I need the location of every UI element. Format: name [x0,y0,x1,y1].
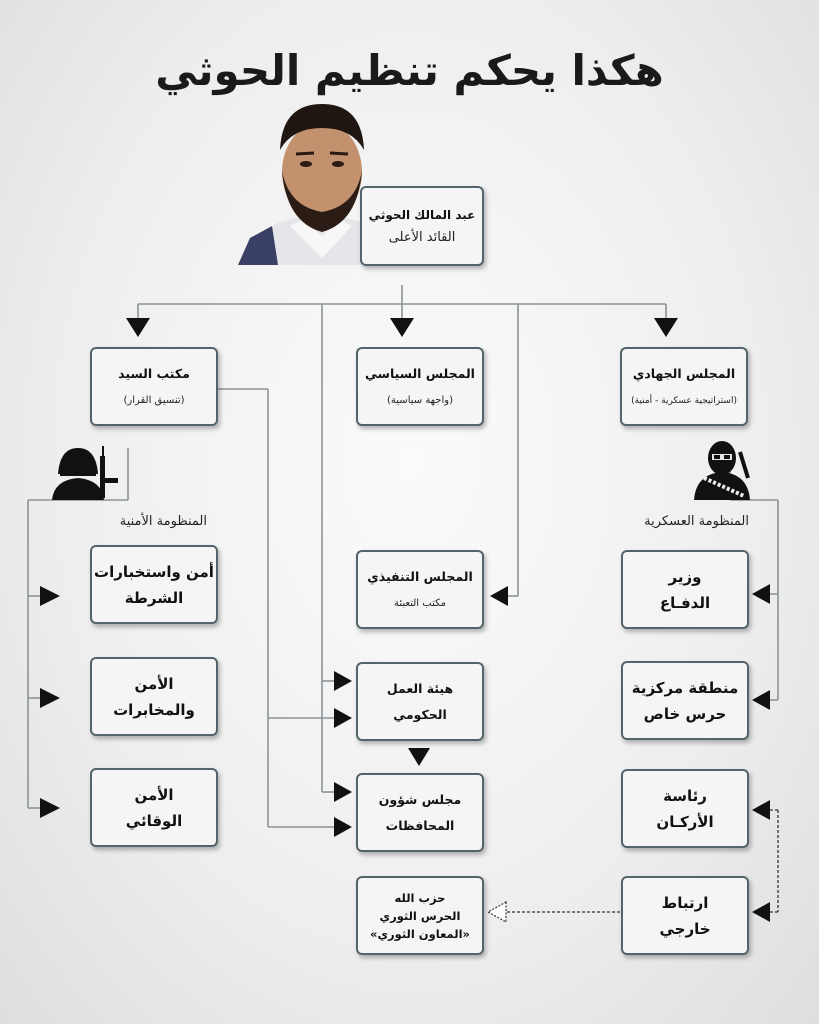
council-jihadi-name: المجلس الجهادي [632,365,736,381]
military-item-line1: رئاسة [663,786,707,805]
executive-council-name: المجلس التنفيذي [367,568,473,584]
military-item-line2: الدفـاع [659,593,711,612]
hezbollah-line3: «المعاون الثوري» [370,926,470,941]
military-item-chief-of-staff [621,769,749,848]
governorates-council [356,773,484,852]
security-item-line1: الأمن [134,785,174,804]
council-sayed-office [90,347,218,426]
security-system-label: المنظومة الأمنية [119,514,207,529]
governorates-line2: المحافظات [385,817,455,833]
security-item-preventive [90,768,218,847]
security-item-line1: الأمن [134,674,174,693]
hezbollah-line1: حزب الله [394,890,446,905]
gov-work-line1: هيئة العمل [386,680,454,696]
council-sayed-desc: (تنسيق القرار) [123,394,185,406]
military-item-central-zone [621,661,749,740]
military-item-defense-minister [621,550,749,629]
executive-council-desc: مكتب التعبئة [394,597,446,609]
gov-work-authority [356,662,484,741]
security-item-line2: الشرطة [124,588,184,607]
leader-role: القائد الأعلى [388,230,456,245]
hezbollah-line2: الحرس الثوري [379,908,461,923]
leader-name: عبد المالك الحوثي [368,208,476,222]
gov-work-line2: الحكومي [393,706,447,722]
military-item-line2: الأركـان [656,812,714,831]
council-political-desc: (واجهة سياسية) [387,394,453,406]
military-item-line2: خارجي [659,919,711,938]
military-item-line2: حرس خاص [643,704,727,723]
council-sayed-name: مكتب السيد [118,365,190,381]
military-item-line1: وزير [668,567,702,586]
governorates-line1: مجلس شؤون [378,791,462,807]
military-system-label: المنظومة العسكرية [644,514,749,529]
security-item-intelligence [90,657,218,736]
council-jihadi [620,347,748,426]
armed-security-figure-icon [52,446,118,500]
security-item-line1: أمن واستخبارات [94,562,214,581]
military-item-external-liaison [621,876,749,955]
leader-box [360,186,484,266]
hezbollah-box [356,876,484,955]
masked-fighter-icon [694,441,750,500]
military-item-line1: منطقة مركزية [631,678,739,697]
security-item-line2: الوقائي [125,811,183,830]
council-political [356,347,484,426]
security-item-police-intel [90,545,218,624]
council-political-name: المجلس السياسي [365,365,475,381]
executive-council [356,550,484,629]
security-item-line2: والمخابرات [113,700,195,719]
page-title: هكذا يحكم تنظيم الحوثي [155,46,664,95]
military-item-line1: ارتباط [661,893,709,912]
council-jihadi-desc: (استراتيجية عسكرية - أمنية) [631,395,737,406]
